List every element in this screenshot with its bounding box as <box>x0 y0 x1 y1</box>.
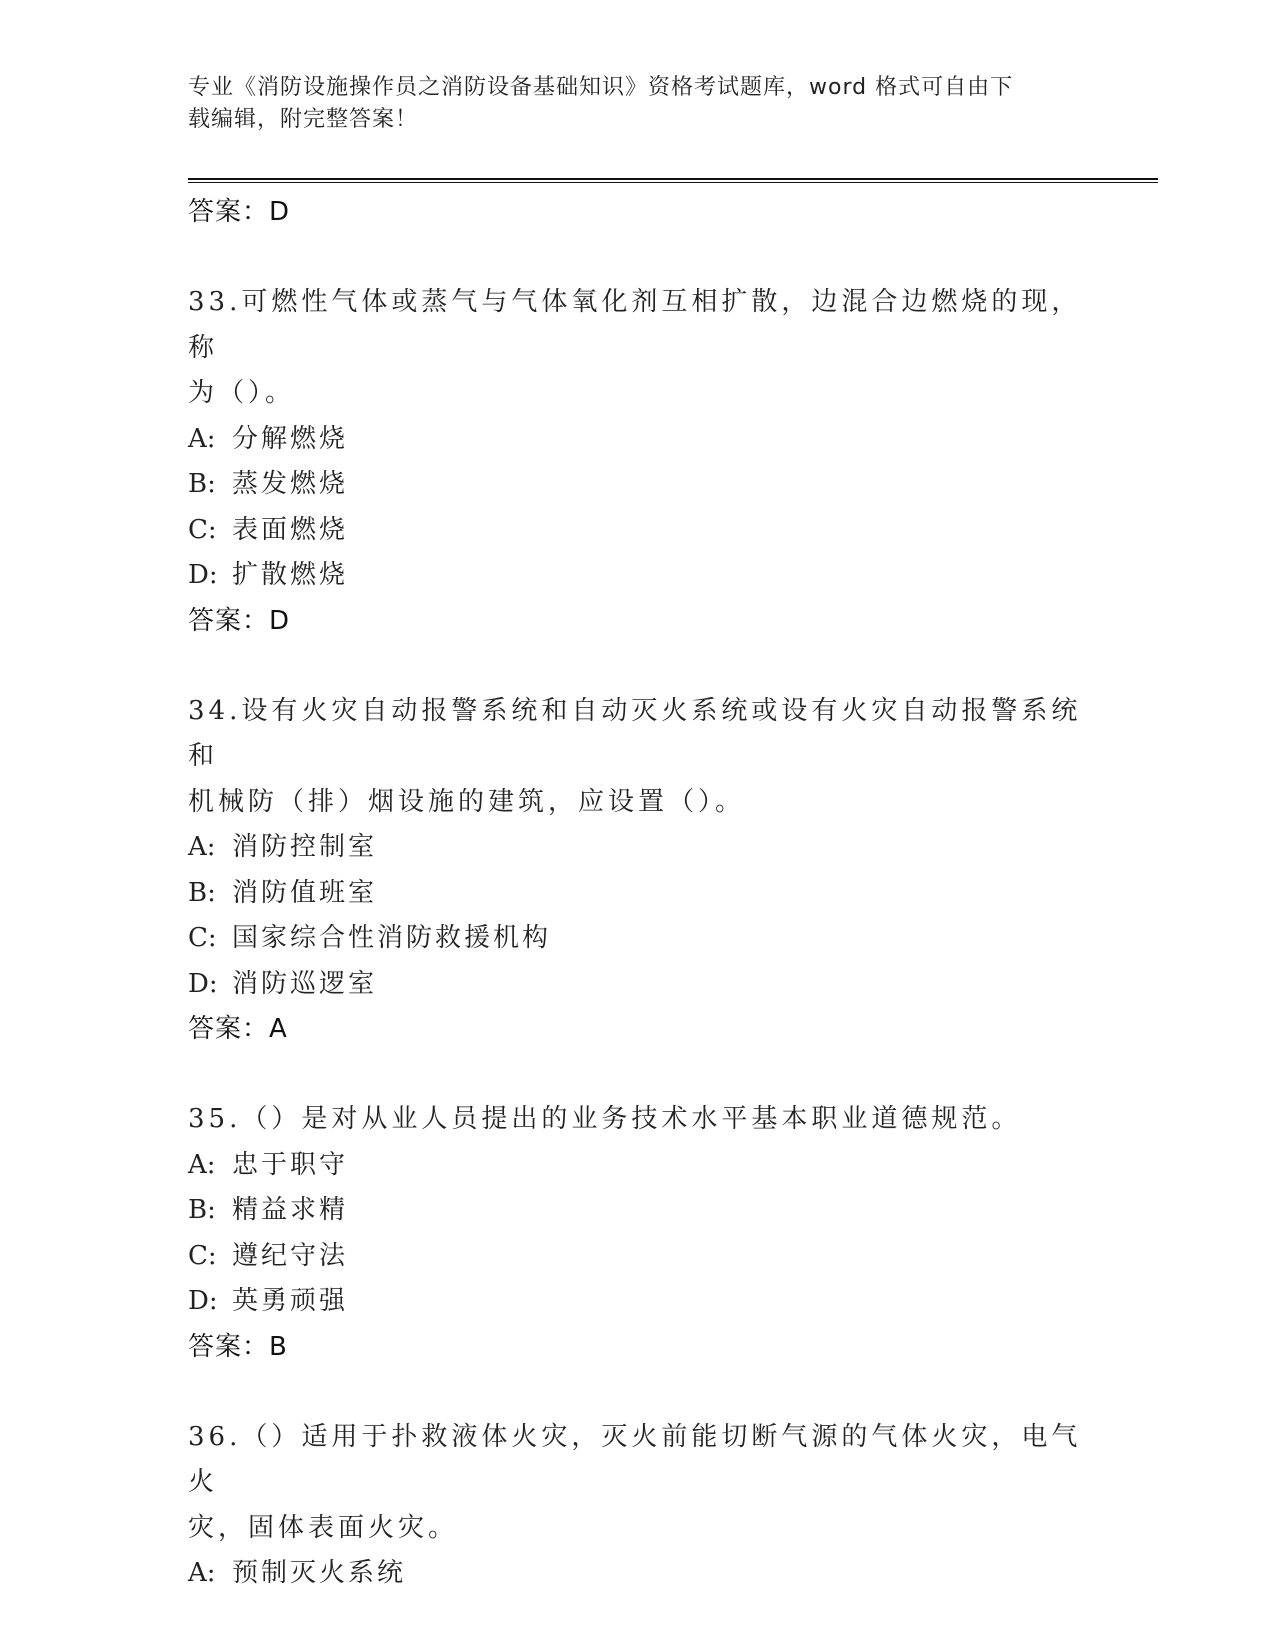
question-text <box>188 280 1088 417</box>
option-d <box>188 1279 1088 1325</box>
question-block <box>188 1415 1088 1597</box>
option-key: B: <box>188 1195 216 1225</box>
option-key: A: <box>188 1558 216 1588</box>
option-key: A: <box>188 1149 216 1180</box>
option-text: 遵纪守法 <box>232 1240 349 1271</box>
option-d <box>188 962 1088 1008</box>
option-text: 国家综合性消防救援机构 <box>232 923 552 953</box>
option-key: B: <box>188 469 216 499</box>
option-text: 预制灭火系统 <box>232 1558 407 1588</box>
option-key: D: <box>188 1286 218 1316</box>
spacer <box>188 234 1088 280</box>
question-line: 36.（）适用于扑救液体火灾，灭火前能切断气源的气体火灾，电气火 <box>188 1421 1082 1497</box>
option-key: A: <box>188 423 216 454</box>
question-text <box>188 689 1088 826</box>
header-line: 专业《消防设施操作员之消防设备基础知识》资格考试题库，word 格式可自由下 <box>188 75 1014 100</box>
option-c <box>188 916 1088 962</box>
option-text: 英勇顽强 <box>232 1286 349 1316</box>
answer-line: 答案：D <box>188 605 291 636</box>
document-header <box>188 72 1068 136</box>
option-key: C: <box>188 514 217 545</box>
question-line: 为（）。 <box>188 378 296 408</box>
option-text: 扩散燃烧 <box>232 560 349 590</box>
option-text: 消防巡逻室 <box>232 968 378 999</box>
header-divider <box>188 178 1158 180</box>
option-key: A: <box>188 832 216 862</box>
option-text: 忠于职守 <box>232 1149 349 1180</box>
header-line: 载编辑，附完整答案！ <box>188 107 419 132</box>
question-block <box>188 1097 1088 1369</box>
option-text: 蒸发燃烧 <box>232 469 349 499</box>
option-b <box>188 462 1088 508</box>
option-b <box>188 1188 1088 1234</box>
spacer <box>188 1051 1088 1097</box>
option-a <box>188 1551 1088 1597</box>
option-text: 表面燃烧 <box>232 514 349 545</box>
option-text: 消防值班室 <box>232 877 378 908</box>
option-key: C: <box>188 923 217 953</box>
header-divider <box>188 182 1158 183</box>
answer-line: 答案：B <box>188 1331 288 1362</box>
option-key: D: <box>188 560 218 590</box>
question-line: 机械防（排）烟设施的建筑，应设置（）。 <box>188 786 746 817</box>
answer-line: 答案：D <box>188 197 291 227</box>
option-a <box>188 1143 1088 1189</box>
option-d <box>188 553 1088 599</box>
option-text: 精益求精 <box>232 1195 349 1225</box>
spacer <box>188 1369 1088 1415</box>
option-key: B: <box>188 877 216 908</box>
option-c <box>188 1234 1088 1280</box>
question-line: 33.可燃性气体或蒸气与气体氧化剂互相扩散，边混合边燃烧的现，称 <box>188 287 1082 363</box>
question-block <box>188 280 1088 643</box>
question-list <box>188 190 1088 1597</box>
question-line: 灾，固体表面火灾。 <box>188 1512 459 1543</box>
option-a <box>188 417 1088 463</box>
question-text <box>188 1415 1088 1552</box>
spacer <box>188 643 1088 689</box>
option-text: 消防控制室 <box>232 832 378 862</box>
question-block <box>188 689 1088 1052</box>
option-b <box>188 871 1088 917</box>
option-a <box>188 825 1088 871</box>
question-line: 34.设有火灾自动报警系统和自动灭火系统或设有火灾自动报警系统和 <box>188 695 1082 771</box>
option-c <box>188 508 1088 554</box>
question-line: 35.（）是对从业人员提出的业务技术水平基本职业道德规范。 <box>188 1104 1022 1134</box>
option-text: 分解燃烧 <box>232 423 349 454</box>
answer-line: 答案：A <box>188 1014 288 1044</box>
option-key: C: <box>188 1240 217 1271</box>
question-text <box>188 1097 1088 1143</box>
option-key: D: <box>188 968 218 999</box>
